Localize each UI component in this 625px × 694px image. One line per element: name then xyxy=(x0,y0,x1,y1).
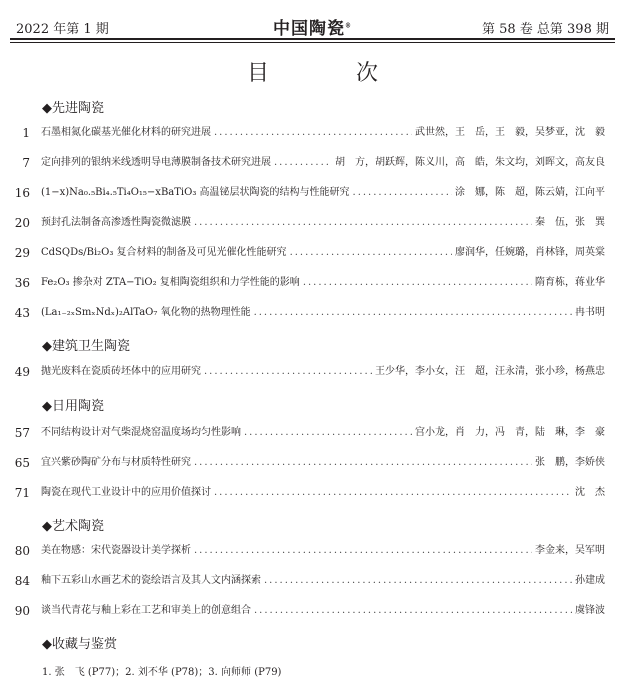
toc-entry[interactable]: 43 (La₁₋₂ₓSmₓNdₓ)₂AlTaO₇ 氧化物的热物理性能 ..... 冉书明 xyxy=(0,305,625,321)
journal-logo: 中国陶瓷® xyxy=(273,19,352,39)
header-rule xyxy=(10,38,615,40)
toc-entry[interactable]: 57 不同结构设计对气柴混烧窑温度场均匀性影响 ..... 宫小龙，肖 力，冯 青，陆 琳，李 豪 xyxy=(0,425,625,441)
section-heading: ◆艺术陶瓷 xyxy=(42,519,104,534)
toc-entry[interactable]: 1 石墨相氮化碳基光催化材料的研究进展 ..... 武世然，王 岳，王 毅，吴梦亚，沈 毅 xyxy=(0,125,625,141)
section-heading: ◆日用陶瓷 xyxy=(42,399,104,414)
volume-label: 第 58 卷 总第 398 期 xyxy=(481,22,609,37)
header-rule-thin xyxy=(10,42,615,43)
collection-list: 1. 张 飞 (P77)；2. 刘不华 (P78)；3. 向师师 (P79) xyxy=(42,667,282,678)
section-heading: ◆先进陶瓷 xyxy=(42,101,104,116)
toc-entry[interactable]: 36 Fe₂O₃ 掺杂对 ZTA−TiO₂ 复相陶瓷组织和力学性能的影响 ..... 隋育栋，蒋业华 xyxy=(0,275,625,291)
toc-entry[interactable]: 71 陶瓷在现代工业设计中的应用价值探讨 ..... 沈 杰 xyxy=(0,485,625,501)
toc-entry[interactable]: 7 定向排列的银纳米线透明导电薄膜制备技术研究进展 ..... 胡 方，胡跃辉，陈义川，高 皓，朱文均，刘晖文，高友良 xyxy=(0,155,625,171)
toc-entry[interactable]: 84 釉下五彩山水画艺术的瓷绘语言及其人文内涵探索 ..... 孙建成 xyxy=(0,573,625,589)
toc-entry[interactable]: 29 CdSQDs/Bi₂O₃ 复合材料的制备及可见光催化性能研究 ..... 廖润华，任婉璐，肖林锋，周英棠 xyxy=(0,245,625,261)
toc-entry[interactable]: 80 美在物感：宋代瓷器设计美学探析 ..... 李金来，吴军明 xyxy=(0,543,625,559)
section-heading: ◆收藏与鉴赏 xyxy=(42,637,117,652)
toc-entry[interactable]: 20 预封孔法制备高渗透性陶瓷微滤膜 ..... 秦 伍，张 巽 xyxy=(0,215,625,231)
toc-entry[interactable]: 90 谈当代青花与釉上彩在工艺和审美上的创意组合 ..... 虞锋波 xyxy=(0,603,625,619)
toc-entry[interactable]: 65 宜兴紫砂陶矿分布与材质特性研究 ..... 张 鹏，李娇侠 xyxy=(0,455,625,471)
issue-label: 2022 年第 1 期 xyxy=(16,22,109,37)
toc-entry[interactable]: 49 抛光废料在瓷质砖坯体中的应用研究 ..... 王少华，李小女，汪 超，汪永清，张小珍，杨燕忠 xyxy=(0,364,625,380)
section-heading: ◆建筑卫生陶瓷 xyxy=(42,339,130,354)
page-title: 目 次 xyxy=(247,61,418,86)
toc-entry[interactable]: 16 (1−x)Na₀.₅Bi₄.₅Ti₄O₁₅−xBaTiO₃ 高温铋层状陶瓷的结构与性能研究 ..... 涂 娜，陈 超，陈云婧，江向平 xyxy=(0,185,625,201)
